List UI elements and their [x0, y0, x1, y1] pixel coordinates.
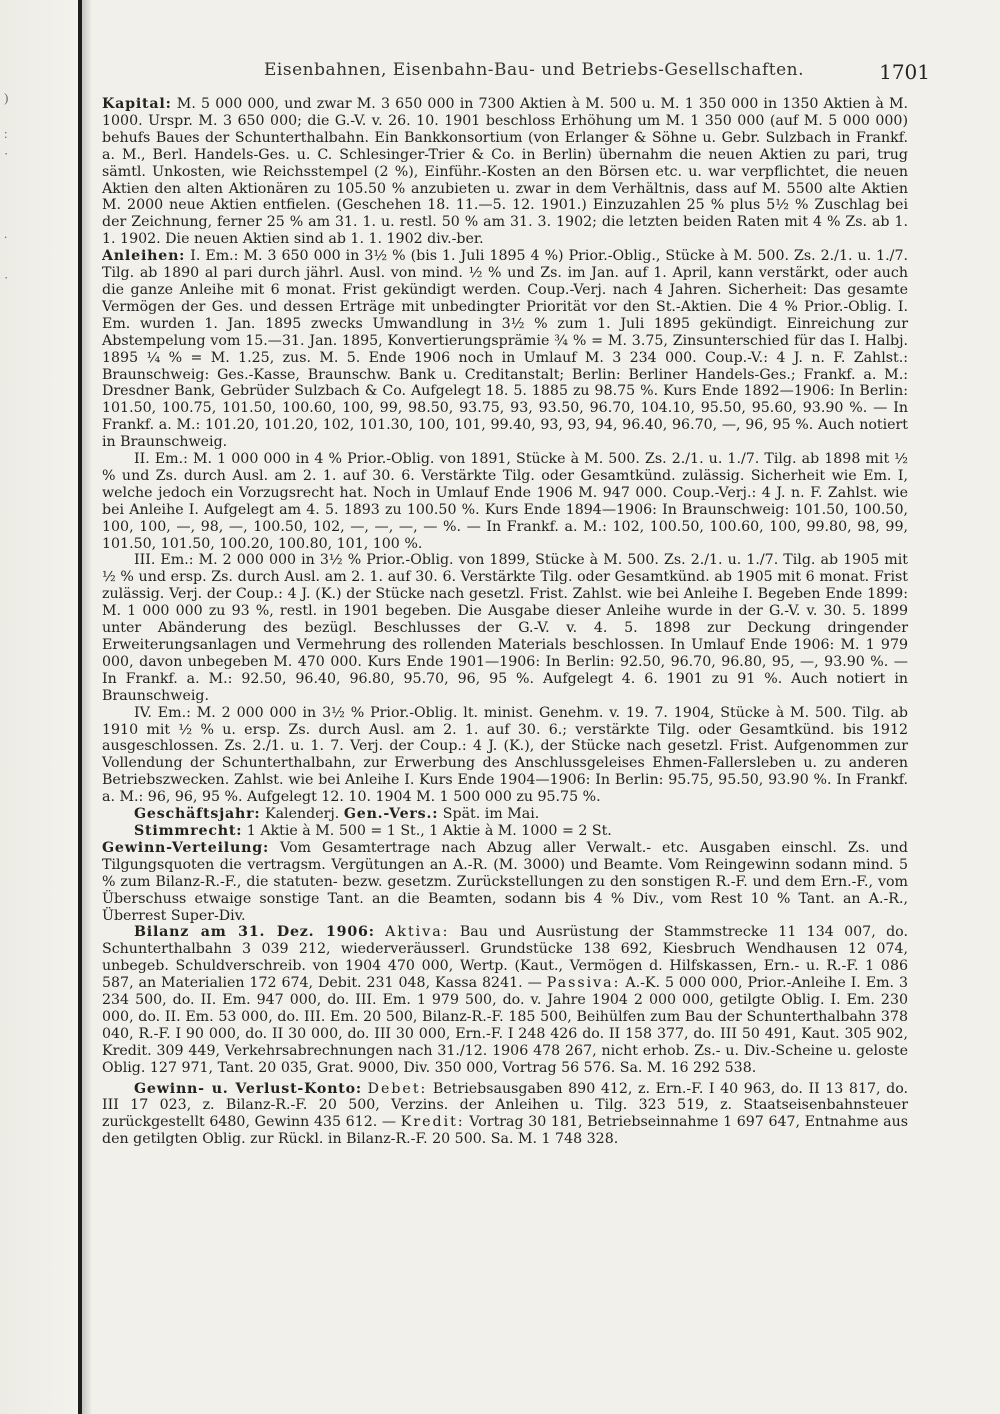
bilanz-label: Bilanz am 31. Dez. 1906:: [134, 924, 375, 941]
anleihen-label: Anleihen:: [102, 248, 186, 265]
geschaeftsjahr-label: Geschäftsjahr:: [134, 806, 261, 823]
gewinnverteilung-label: Gewinn-Verteilung:: [102, 839, 269, 856]
aktiva-label: Aktiva:: [385, 924, 450, 941]
kapital-label: Kapital:: [102, 96, 172, 112]
debet-label: Debet:: [367, 1080, 428, 1097]
page-body: [102, 96, 908, 1148]
debet-text: Betriebsausgaben 890 412, z. Ern.-F. I 40 963, do. II 13 817, do. III 17 023, z. Bilanz-R.-F. 20 500, Verzins. der Anleihen u. Tilg. 323 519, z. Staatseisenbahnsteuer zurückgestellt 6480, Gewinn 435 612. —: [102, 1080, 908, 1131]
spine-shadow: [82, 0, 92, 1414]
anleihe-3-paragraph: [102, 552, 908, 704]
stimmrecht-value: 1 Aktie à M. 500 = 1 St., 1 Aktie à M. 1000 = 2 St.: [246, 822, 612, 839]
margin-glyph: ·: [4, 146, 9, 161]
anleihe-2-paragraph: [102, 451, 908, 552]
aktiva-text: Bau und Ausrüstung der Stammstrecke 11 134 007, do. Schunterthalbahn 3 039 212, wiederveräusserl. Grundstücke 138 692, Kiesbruch Wendhausen 12 074, unbegeb. Schuldverschreib. von 1904 470 000, Wertp. (Kaut., Vermögen d. Hilfskassen, Ern.- u. R.-F. 1 086 587, an Materialien 172 674, Debit. 231 048, Kassa 8241. —: [102, 924, 908, 992]
geschaeftsjahr-line: [102, 806, 908, 823]
gewinnverteilung-paragraph: [102, 840, 908, 925]
gewinnverteilung-text: Vom Gesamtertrage nach Abzug aller Verwalt.- etc. Ausgaben einschl. Zs. und Tilgungsquoten die vertragsm. Vergütungen an A.-R. (M. 3000) und Beamte. Vom Reingewinn sodann mind. 5 % zum Bilanz-R.-F., die statuten- bezw. gesetzm. Zurückstellungen zu den sonstigen R.-F. und dem Ern.-F., vom Überschuss etwaige sonstige Tant. an die Beamten, sodann bis 4 % Div., vom Rest 10 % Tant. an A.-R., Überrest Super-Div.: [102, 839, 908, 924]
anleihe-3-text: III. Em.: M. 2 000 000 in 3½ % Prior.-Oblig. von 1899, Stücke à M. 500. Zs. 2./1. u. 1./7. Tilg. ab 1905 mit ½ % und ersp. Zs. durch Ausl. am 2. 1. auf 30. 6. Verstärkte Tilg. oder Gesamtkünd. ab 1905 mit 6 monat. Frist zulässig. Verj. der Coup.: 4 J. (K.) der Stücke nach gesetzl. Frist. Zahlst. wie bei Anleihe I. Begeben Ende 1899: M. 1 000 000 zu 93 %, restl. in 1901 begeben. Die Ausgabe dieser Anleihe wurde in der G.-V. v. 30. 5. 1899 unter Abänderung des bezügl. Beschlusses der G.-V. v. 4. 5. 1898 zur Deckung dringender Erweiterungsanlagen und Vermehrung des rollenden Materials beschlossen. In Umlauf Ende 1906: M. 1 979 000, davon unbegeben M. 470 000. Kurs Ende 1901—1906: In Berlin: 92.50, 96.70, 96.80, 95, —, 93.90 %. — In Frankf. a. M.: 92.50, 96.40, 96.80, 95.70, 96, 95 %. Aufgelegt 4. 6. 1901 zu 91 %. Auch notiert in Braunschweig.: [102, 552, 908, 704]
passiva-text: A.-K. 5 000 000, Prior.-Anleihe I. Em. 3 234 500, do. II. Em. 947 000, do. III. Em. 1 979 500, do. v. Jahre 1904 2 000 000, getilgte Oblig. I. Em. 230 000, do. II. Em. 53 000, do. III. Em. 20 500, Bilanz-R.-F. 185 500, Beihülfen zum Bau der Schunterthalbahn 378 040, R.-F. I 90 000, do. II 30 000, do. III 30 000, Ern.-F. I 248 426 do. II 158 377, do. III 50 491, Kaut. 305 902, Kredit. 309 449, Verkehrsabrechnungen nach 31./12. 1906 478 267, nicht erhob. Zs.- u. Div.-Scheine u. geloste Oblig. 127 971, Tant. 20 035, Grat. 9000, Div. 350 000, Vortrag 56 576. Sa. M. 16 292 538.: [102, 975, 909, 1076]
page-margin: [0, 0, 78, 1414]
anleihe-1-text: I. Em.: M. 3 650 000 in 3½ % (bis 1. Juli 1895 4 %) Prior.-Oblig., Stücke à M. 500. Zs. 2./1. u. 1./7. Tilg. ab 1890 al pari durch jährl. Ausl. von mind. ½ % und Zs. im Jan. auf 1. April, kann verstärkt, oder auch die ganze Anleihe mit 6 monat. Frist gekündigt werden. Coup.-Verj. nach 4 Jahren. Sicherheit: Das gesamte Vermögen der Ges. und dessen Erträge mit unbedingter Priorität vor den St.-Aktien. Die 4 % Prior.-Oblig. I. Em. wurden 1. Jan. 1895 zwecks Umwandlung in 3½ % zum 1. Juli 1895 gekündigt. Einreichung zur Abstempelung vom 15.—31. Jan. 1895, Konvertierungsprämie ¾ % = M. 3.75, Zinsunterschied für das I. Halbj. 1895 ¼ % = M. 1.25, zus. M. 5. Ende 1906 noch in Umlauf M. 3 234 000. Coup.-V.: 4 J. n. F. Zahlst.: Braunschweig: Ges.-Kasse, Braunschw. Bank u. Creditanstalt; Berlin: Berliner Handels-Ges.; Frankf. a. M.: Dresdner Bank, Gebrüder Sulzbach & Co. Aufgelegt 18. 5. 1885 zu 98.75 %. Kurs Ende 1892—1906: In Berlin: 101.50, 100.75, 101.50, 100.60, 100, 99, 98.50, 93.75, 93, 93.50, 96.70, 104.10, 95.50, 95.60, 93.90 %. — In Frankf. a. M.: 101.20, 101.20, 102, 101.30, 100, 101, 99.40, 93, 93, 94, 96.40, 96.70, —, 96, 95 %. Auch notiert in Braunschweig.: [102, 248, 908, 451]
genvers-value: Spät. im Mai.: [442, 806, 540, 823]
genvers-label: Gen.-Vers.:: [343, 806, 439, 823]
margin-glyph: ·: [4, 270, 9, 285]
kredit-label: Kredit:: [400, 1114, 465, 1131]
page-header: [240, 60, 930, 90]
kapital-paragraph: [102, 96, 908, 248]
gewinn-verlust-paragraph: [102, 1081, 908, 1149]
geschaeftsjahr-value: Kalenderj.: [265, 806, 340, 823]
gewinn-verlust-label: Gewinn- u. Verlust-Konto:: [134, 1080, 362, 1097]
margin-glyph: .: [4, 226, 8, 241]
margin-glyph: ): [4, 90, 9, 105]
stimmrecht-label: Stimmrecht:: [134, 822, 243, 839]
kapital-text: M. 5 000 000, und zwar M. 3 650 000 in 7300 Aktien à M. 500 u. M. 1 350 000 in 1350 Aktien à M. 1000. Urspr. M. 3 650 000; die G.-V. v. 26. 10. 1901 beschloss Erhöhung um M. 1 350 000 (auf M. 5 000 000) behufs Baues der Schunterthalbahn. Ein Bankkonsortium (von Erlanger & Söhne u. Gebr. Sulzbach in Frankf. a. M., Berl. Handels-Ges. u. C. Schlesinger-Trier & Co. in Berlin) übernahm die neuen Aktien zu pari, trug sämtl. Unkosten, wie Reichsstempel (2 %), Einführ.-Kosten an den Börsen etc. u. war verpflichtet, die neuen Aktien den alten Aktionären zu 105.50 % anzubieten u. zwar in dem Verhältnis, dass auf M. 5500 alte Aktien M. 2000 neue Aktien entfielen. (Geschehen 18. 11.—5. 12. 1901.) Einzuzahlen 25 % plus 5½ % Zuschlag bei der Zeichnung, ferner 25 % am 31. 1. u. restl. 50 % am 31. 3. 1902; die letzten beiden Raten mit 4 % Zs. ab 1. 1. 1902. Die neuen Aktien sind ab 1. 1. 1902 div.-ber.: [102, 96, 909, 248]
anleihen-paragraph: [102, 248, 908, 451]
kredit-text: Vortrag 30 181, Betriebseinnahme 1 697 647, Entnahme aus den getilgten Oblig. zur Rückl. in Bilanz-R.-F. 20 500. Sa. M. 1 748 328.: [102, 1114, 908, 1148]
anleihe-4-text: IV. Em.: M. 2 000 000 in 3½ % Prior.-Oblig. lt. minist. Genehm. v. 19. 7. 1904, Stücke à M. 500. Tilg. ab 1910 mit ½ % u. ersp. Zs. durch Ausl. am 2. 1. auf 30. 6.; verstärkte Tilg. oder Gesamtkünd. bis 1912 ausgeschlossen. Zs. 2./1. u. 1. 7. Verj. der Coup.: 4 J. (K.), der Stücke nach gesetzl. Frist. Aufgenommen zur Vollendung der Schunterthalbahn, zur Erwerbung des Anschlussgeleises Ehmen-Fallersleben u. zu anderen Betriebszwecken. Zahlst. wie bei Anleihe I. Kurs Ende 1904—1906: In Berlin: 95.75, 95.50, 93.90 %. In Frankf. a. M.: 96, 96, 95 %. Aufgelegt 12. 10. 1904 M. 1 500 000 zu 95.75 %.: [102, 704, 908, 806]
passiva-label: Passiva:: [546, 975, 621, 992]
bilanz-paragraph: [102, 924, 908, 1076]
anleihe-4-paragraph: [102, 705, 908, 806]
stimmrecht-line: [102, 823, 908, 840]
running-title: Eisenbahnen, Eisenbahn-Bau- und Betriebs-Gesellschaften.: [264, 60, 804, 80]
margin-glyph: :: [4, 126, 8, 141]
anleihe-2-text: II. Em.: M. 1 000 000 in 4 % Prior.-Oblig. von 1891, Stücke à M. 500. Zs. 2./1. u. 1./7. Tilg. ab 1898 mit ½ % und Zs. durch Ausl. am 2. 1. auf 30. 6. Verstärkte Tilg. oder Gesamtkünd. zulässig. Sicherheit wie Em. I, welche jedoch ein Vorzugsrecht hat. Noch in Umlauf Ende 1906 M. 947 000. Coup.-Verj.: 4 J. n. F. Zahlst. wie bei Anleihe I. Aufgelegt am 4. 5. 1893 zu 100.50 %. Kurs Ende 1894—1906: In Braunschweig: 101.50, 100.50, 100, 100, —, 98, —, 100.50, 102, —, —, —, — %. — In Frankf. a. M.: 102, 100.50, 100.60, 100, 99.80, 98, 99, 101.50, 101.50, 100.20, 100.80, 101, 100 %.: [102, 451, 908, 552]
page-number: 1701: [879, 60, 930, 84]
